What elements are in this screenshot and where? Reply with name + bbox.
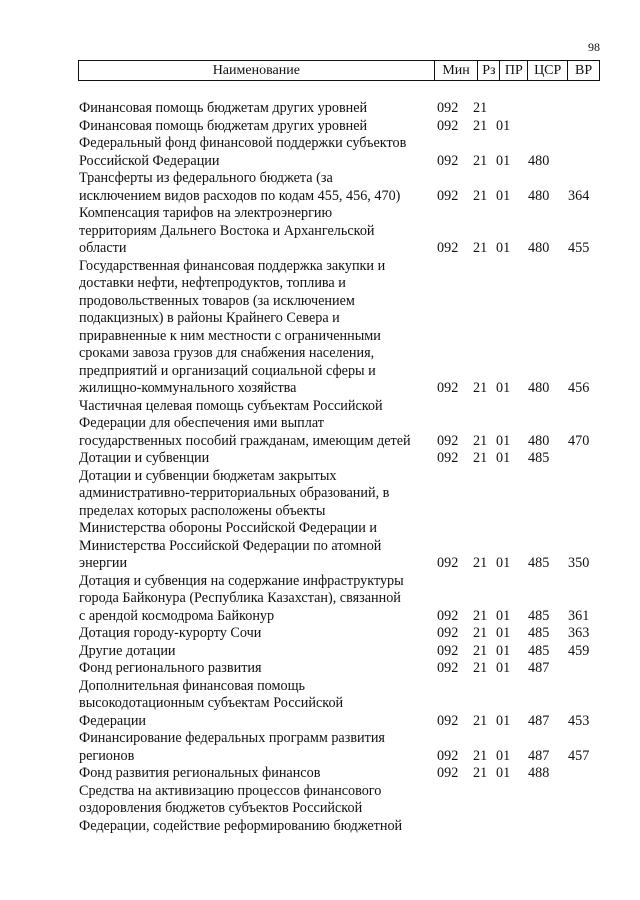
code-rz: 21 [473,625,488,641]
header-vr: ВР [567,61,599,80]
code-pr: 01 [496,432,511,449]
row-codes [79,555,609,573]
code-csr: 480 [528,380,550,396]
row-codes [79,380,609,398]
code-csr: 485 [528,555,550,571]
table-row [79,398,609,451]
code-rz: 21 [473,765,488,781]
table-body [79,100,609,835]
code-pr: 01 [496,240,511,256]
code-csr: 487 [528,747,550,764]
code-rz: 21 [473,607,488,624]
code-min: 092 [437,642,459,659]
code-min: 092 [437,607,459,624]
code-min: 092 [437,625,459,641]
table-row [79,783,609,836]
code-csr: 487 [528,712,550,729]
header-pr: ПР [499,61,527,80]
row-codes [79,118,609,136]
table-row [79,468,609,573]
code-min: 092 [437,432,459,449]
row-codes [79,153,609,171]
code-vr: 350 [568,555,590,571]
code-rz: 21 [473,380,488,396]
code-rz: 21 [473,450,488,466]
code-pr: 01 [496,747,511,764]
code-rz: 21 [473,660,488,676]
code-pr: 01 [496,607,511,624]
code-vr: 457 [568,747,590,764]
code-vr: 361 [568,607,590,624]
code-min: 092 [437,117,459,134]
header-name: Наименование [212,62,300,78]
row-codes [79,100,609,118]
code-rz: 21 [473,555,488,571]
row-codes [79,433,609,451]
row-name: Фонд регионального развития [79,660,262,676]
row-name: Другие дотации [79,642,176,659]
code-min: 092 [437,712,459,729]
row-codes [79,660,609,678]
code-csr: 488 [528,765,550,781]
table-row [79,678,609,731]
code-rz: 21 [473,187,488,204]
code-rz: 21 [473,240,488,256]
row-name: Дотация и субвенция на содержание инфраструктуры города Байконура (Республика Казахстан), связанной с арендой космодрома Байконур [79,572,404,624]
row-name: Средства на активизацию процессов финансового оздоровления бюджетов субъектов Российской Федерации, содействие реформированию бюджетной [79,782,403,834]
table-row [79,625,609,643]
code-csr: 485 [528,625,550,641]
row-codes [79,608,609,626]
code-pr: 01 [496,625,511,641]
code-min: 092 [437,380,459,396]
row-name: Частичная целевая помощь субъектам Российской Федерации для обеспечения ими выплат государственных пособий гражданам, имеющим детей [79,397,411,449]
code-pr: 01 [496,642,511,659]
table-header [78,60,600,81]
code-csr: 480 [528,240,550,256]
code-vr: 459 [568,642,590,659]
header-rz: Рз [477,61,499,80]
code-vr: 455 [568,240,590,256]
row-codes [79,643,609,661]
table-row [79,170,609,205]
code-min: 092 [437,152,459,169]
row-codes [79,450,609,468]
code-csr: 480 [528,432,550,449]
row-name: Финансовая помощь бюджетам других уровней [79,117,368,134]
code-vr: 456 [568,380,590,396]
table-row [79,730,609,765]
code-csr: 485 [528,642,550,659]
code-pr: 01 [496,450,511,466]
table-row [79,643,609,661]
code-pr: 01 [496,765,511,781]
code-csr: 480 [528,152,550,169]
code-min: 092 [437,660,459,676]
code-vr: 470 [568,432,590,449]
row-name: Компенсация тарифов на электроэнергию территориям Дальнего Востока и Архангельской области [79,205,375,256]
row-codes [79,748,609,766]
code-min: 092 [437,765,459,781]
header-csr: ЦСР [527,61,567,80]
table-row [79,660,609,678]
table-row [79,450,609,468]
code-csr: 485 [528,450,550,466]
row-name: Государственная финансовая поддержка закупки и доставки нефти, нефтепродуктов, топлива и продовольственных товаров (за исключением подакцизных) в районы Крайнего Севера и приравненные к ним местности с ограниченными сроками завоза грузов для снабжения населения, предприятий и организаций социальной сферы и жилищно-коммунального хозяйства [79,257,386,396]
code-rz: 21 [473,152,488,169]
code-rz: 21 [473,432,488,449]
code-pr: 01 [496,152,511,169]
code-vr: 453 [568,712,590,729]
table-row [79,573,609,626]
row-name: Дополнительная финансовая помощь высокодотационным субъектам Российской Федерации [79,677,344,729]
row-name: Финансовая помощь бюджетам других уровней [79,100,368,116]
row-name: Дотации и субвенции [79,450,210,466]
code-rz: 21 [473,747,488,764]
code-rz: 21 [473,712,488,729]
code-pr: 01 [496,117,511,134]
table-row [79,135,609,170]
table-row [79,205,609,258]
row-codes [79,713,609,731]
row-codes [79,625,609,643]
row-name: Трансферты из федерального бюджета (за исключением видов расходов по кодам 455, 456, 470) [79,170,401,204]
code-rz: 21 [473,117,488,134]
code-pr: 01 [496,555,511,571]
row-codes [79,818,609,836]
table-row [79,258,609,398]
code-csr: 485 [528,607,550,624]
code-min: 092 [437,555,459,571]
code-vr: 364 [568,187,590,204]
row-name: Фонд развития региональных финансов [79,765,321,781]
code-pr: 01 [496,712,511,729]
row-name: Дотации и субвенции бюджетам закрытых административно-территориальных образований, в пределах которых расположены объекты Министерства обороны Российской Федерации и Министерства Российской Федерации по атомной энергии [79,467,390,571]
code-min: 092 [437,240,459,256]
code-min: 092 [437,187,459,204]
code-csr: 487 [528,660,550,676]
table-row [79,100,609,118]
code-rz: 21 [473,642,488,659]
row-codes [79,765,609,783]
code-csr: 480 [528,187,550,204]
row-name: Дотация городу-курорту Сочи [79,625,262,641]
code-min: 092 [437,747,459,764]
table-row [79,765,609,783]
page-number: 98 [588,40,600,54]
code-pr: 01 [496,187,511,204]
code-pr: 01 [496,660,511,676]
row-codes [79,188,609,206]
table-row [79,118,609,136]
code-vr: 363 [568,625,590,641]
code-min: 092 [437,100,459,116]
row-name: Финансирование федеральных программ развития регионов [79,730,385,764]
code-rz: 21 [473,100,488,116]
row-name: Федеральный фонд финансовой поддержки субъектов Российской Федерации [79,135,407,169]
row-codes [79,240,609,258]
code-min: 092 [437,450,459,466]
header-min: Мин [434,61,478,80]
code-pr: 01 [496,380,511,396]
